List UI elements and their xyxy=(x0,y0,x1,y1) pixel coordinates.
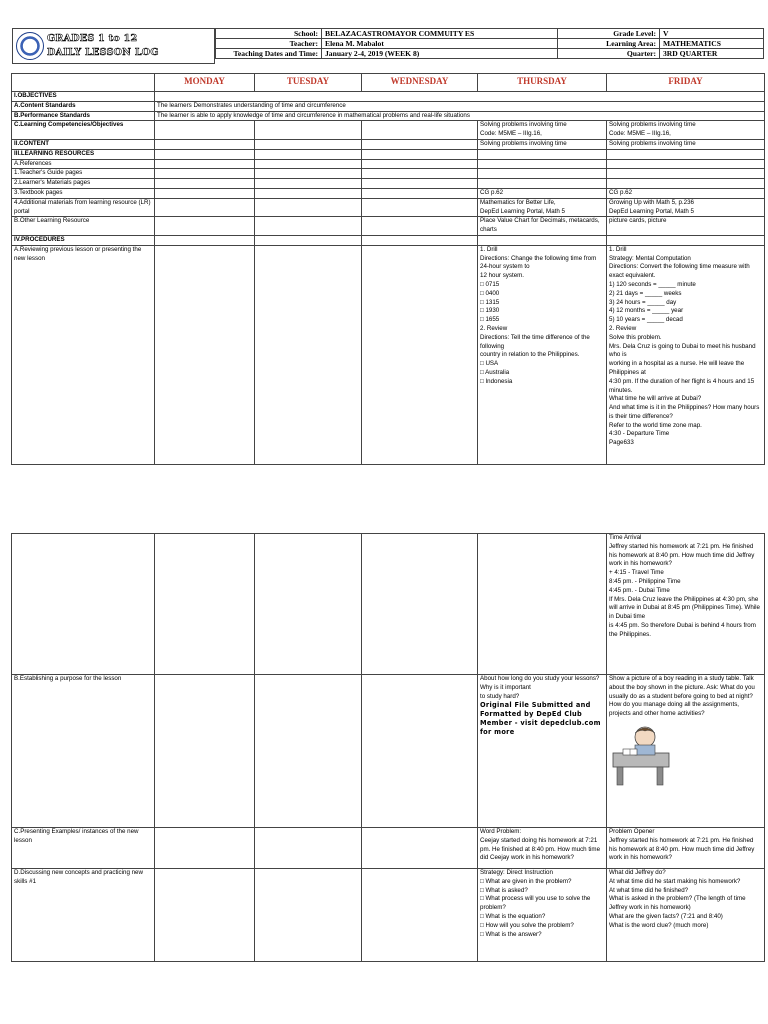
teacher-label: Teacher: xyxy=(216,39,322,49)
purpose-thursday: About how long do you study your lessons? Why is it important to study hard? xyxy=(480,675,600,700)
competencies-label: C.Learning Competencies/Objectives xyxy=(12,121,155,140)
review-label: A.Reviewing previous lesson or presenting the new lesson xyxy=(12,245,155,464)
day-header-monday: MONDAY xyxy=(155,74,255,92)
learning-area-value: MATHEMATICS xyxy=(660,39,764,49)
school-value: BELAZACASTROMAYOR COMMUITY ES xyxy=(322,29,558,39)
quarter-label: Quarter: xyxy=(558,49,660,59)
teaching-dates-label: Teaching Dates and Time: xyxy=(216,49,322,59)
review-thursday: 1. Drill Directions: Change the following time from 24-hour system to 12 hour system. □ 0715 □ 0400 □ 1315 □ 1930 □ 1655 2. Review Directions: Tell the time difference of the following country in relation to the Philippines. □ USA □ Australia □ Indonesia xyxy=(478,245,607,464)
review-friday-continued: Time Arrival Jeffrey started his homework at 7:21 pm. He finished his homework at 8:40 pm. How much time did Jeffrey work in his homework? + 4:15 - Travel Time 8:45 pm. - Philippine Time 4:45 pm. - Dubai Time If Mrs. Dela Cruz leave the Philippines at 4:30 pm, she will arrive in Dubai at 8:45 pm (Philippines Time). While in Dubai time is 4:45 pm. So therefore Dubai is behind 4 hours from the Philippines. xyxy=(607,534,765,675)
performance-standards-label: B.Performance Standards xyxy=(12,111,155,121)
grade-level-label: Grade Level: xyxy=(558,29,660,39)
school-label: School: xyxy=(216,29,322,39)
other-resource-label: B.Other Learning Resource xyxy=(12,217,155,236)
learners-materials-label: 2.Learner's Materials pages xyxy=(12,179,155,189)
content-standards-text: The learners Demonstrates understanding of time and circumference xyxy=(155,101,765,111)
other-friday: picture cards, picture xyxy=(607,217,765,236)
procedures-heading: IV.PROCEDURES xyxy=(12,235,155,245)
header-logo-box xyxy=(12,28,215,64)
purpose-thursday-cell xyxy=(478,675,607,828)
performance-standards-text: The learner is able to apply knowledge of time and circumference in mathematical problems and real-life situations xyxy=(155,111,765,121)
purpose-label: B.Establishing a purpose for the lesson xyxy=(12,675,155,828)
content-thursday: Solving problems involving time xyxy=(478,139,607,149)
header-info-table xyxy=(215,28,764,59)
teaching-dates-value: January 2-4, 2019 (WEEK 8) xyxy=(322,49,558,59)
objectives-heading: I.OBJECTIVES xyxy=(12,92,155,102)
review-friday: 1. Drill Strategy: Mental Computation Directions: Convert the following time measure with exact equivalent. 1) 120 seconds = _____ minute 2) 21 days = _____ weeks 3) 24 hours = _____ day 4) 12 months = _____ year 5) 10 years = _____ decad 2. Review Solve this problem. Mrs. Dela Cruz is going to Dubai to meet his husband who is working in a hospital as a nurse. He will leave the Philippines at 4:30 pm. If the duration of her flight is 4 hours and 15 minutes. What time he will arrive at Dubai? And what time is it in the Philippines? How many hours is their time difference? Refer to the world time zone map. 4:30 - Departure Time Page633 xyxy=(607,245,765,464)
grade-level-value: V xyxy=(660,29,764,39)
additional-friday: Growing Up with Math 5, p.236 DepEd Learning Portal, Math 5 xyxy=(607,198,765,217)
learning-resources-heading: III.LEARNING RESOURCES xyxy=(12,149,155,159)
references-label: A.References xyxy=(12,159,155,169)
day-header-thursday: THURSDAY xyxy=(478,74,607,92)
competencies-thursday: Solving problems involving time Code: M5ME – IIIg.16, xyxy=(478,121,607,140)
textbook-thursday: CG p.62 xyxy=(478,188,607,198)
day-header-wednesday: WEDNESDAY xyxy=(362,74,478,92)
competencies-friday: Solving problems involving time Code: M5ME – IIIg.16, xyxy=(607,121,765,140)
content-heading: II.CONTENT xyxy=(12,139,155,149)
lesson-log-table-page1 xyxy=(11,73,765,465)
purpose-friday-cell xyxy=(607,675,765,828)
additional-materials-label: 4.Additional materials from learning resource (LR) portal xyxy=(12,198,155,217)
content-friday: Solving problems involving time xyxy=(607,139,765,149)
boy-studying-image xyxy=(611,723,673,787)
content-standards-label: A.Content Standards xyxy=(12,101,155,111)
additional-thursday: Mathematics for Better Life, DepEd Learning Portal, Math 5 xyxy=(478,198,607,217)
examples-thursday: Word Problem: Ceejay started doing his homework at 7:21 pm. He finished at 8:40 pm. How much time did Ceejay work in his homework? xyxy=(478,828,607,869)
other-thursday: Place Value Chart for Decimals, metacards, charts xyxy=(478,217,607,236)
teacher-value: Elena M. Mabalot xyxy=(322,39,558,49)
examples-label: C.Presenting Examples/ instances of the new lesson xyxy=(12,828,155,869)
teachers-guide-label: 1.Teacher's Guide pages xyxy=(12,169,155,179)
header-title-line2: DAILY LESSON LOG xyxy=(47,47,159,58)
discuss-label: D.Discussing new concepts and practicing new skills #1 xyxy=(12,869,155,962)
purpose-friday: Show a picture of a boy reading in a study table. Talk about the boy shown in the picture. Ask: What do you usually do as a student before going to bed at night? How do you manage doing all the assignments, projects and other home activities? xyxy=(609,675,755,718)
lesson-log-table-page2 xyxy=(11,533,765,962)
corner-cell xyxy=(12,74,155,92)
quarter-value: 3RD QUARTER xyxy=(660,49,764,59)
header-title-line1: GRADES 1 to 12 xyxy=(47,33,138,44)
discuss-thursday: Strategy: Direct Instruction □ What are given in the problem? □ What is asked? □ What process will you use to solve the problem? □ What is the equation? □ How will you solve the problem? □ What is the answer? xyxy=(478,869,607,962)
textbook-friday: CG p.62 xyxy=(607,188,765,198)
day-header-friday: FRIDAY xyxy=(607,74,765,92)
learning-area-label: Learning Area: xyxy=(558,39,660,49)
deped-seal-icon xyxy=(16,32,44,60)
day-header-tuesday: TUESDAY xyxy=(255,74,362,92)
depedclub-watermark: Original File Submitted and Formatted by DepEd Club Member - visit depedclub.com for more xyxy=(480,701,601,736)
examples-friday: Problem Opener Jeffrey started his homework at 7:21 pm. He finished his homework at 8:40 pm. How much time did Jeffrey work in his homework? xyxy=(607,828,765,869)
textbook-pages-label: 3.Textbook pages xyxy=(12,188,155,198)
discuss-friday: What did Jeffrey do? At what time did he start making his homework? At what time did he finished? What is asked in the problem? (The length of time Jeffrey work in his homework) What are the given facts? (7:21 and 8:40) What is the word clue? (much more) xyxy=(607,869,765,962)
